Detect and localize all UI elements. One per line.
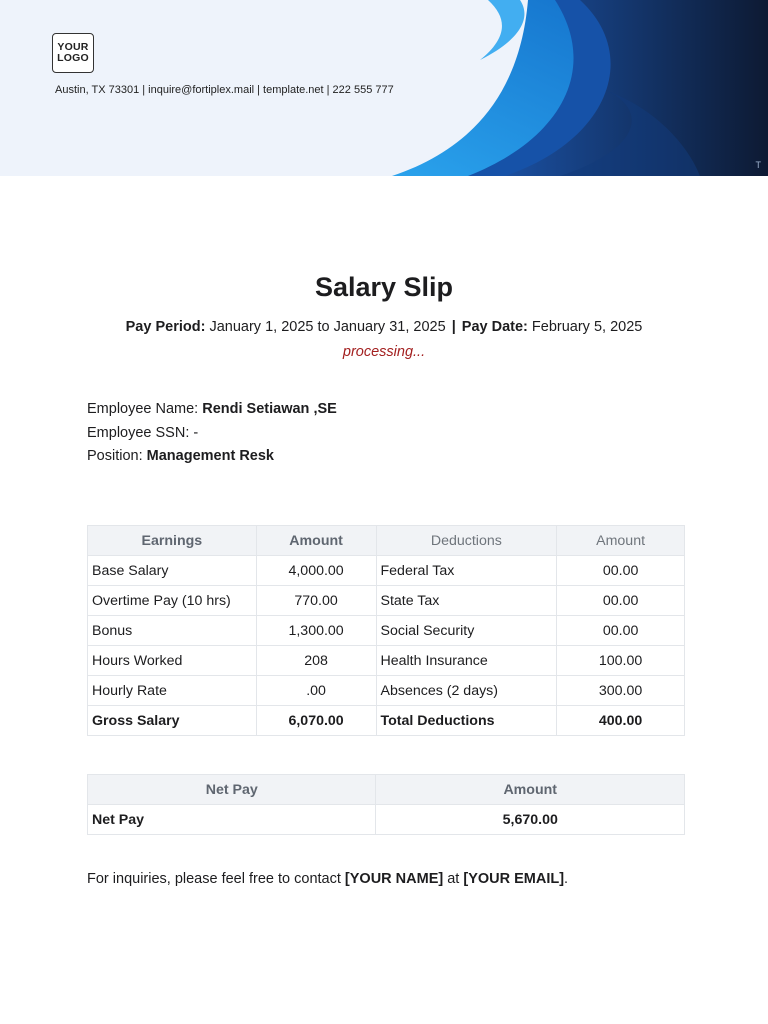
pay-period-line xyxy=(0,319,768,335)
employee-position-row xyxy=(87,445,337,469)
net-pay-header: Net Pay xyxy=(88,775,376,805)
pay-period-label: Pay Period: xyxy=(125,319,206,335)
employee-position-value: Management Resk xyxy=(146,448,274,464)
employee-position-label: Position: xyxy=(87,448,143,464)
deduction-label: Absences (2 days) xyxy=(376,676,557,706)
employee-ssn-value: - xyxy=(193,424,199,441)
employee-name-label: Employee Name: xyxy=(87,401,199,417)
deduction-amount: 300.00 xyxy=(557,676,685,706)
table-row xyxy=(88,616,685,646)
earnings-amount-header: Amount xyxy=(256,526,376,556)
inquiry-suffix: . xyxy=(564,871,569,887)
total-deductions-amount: 400.00 xyxy=(557,706,685,736)
inquiry-contact-email: [YOUR EMAIL] xyxy=(463,871,565,887)
pay-date-value: February 5, 2025 xyxy=(531,319,643,335)
earning-label: Base Salary xyxy=(88,556,257,586)
earning-amount: 770.00 xyxy=(256,586,376,616)
employee-name-value: Rendi Setiawan ,SE xyxy=(202,401,337,417)
deduction-amount: 00.00 xyxy=(557,616,685,646)
table-header-row xyxy=(88,526,685,556)
earnings-header: Earnings xyxy=(88,526,257,556)
earning-amount: 1,300.00 xyxy=(256,616,376,646)
earning-label: Hours Worked xyxy=(88,646,257,676)
company-contact-info: Austin, TX 73301 | inquire@fortiplex.mail | template.net | 222 555 777 xyxy=(55,84,394,96)
table-row xyxy=(88,556,685,586)
deduction-amount: 00.00 xyxy=(557,556,685,586)
table-row xyxy=(88,646,685,676)
earnings-deductions-table xyxy=(87,525,685,736)
gross-salary-label: Gross Salary xyxy=(88,706,257,736)
deduction-label: Social Security xyxy=(376,616,557,646)
deduction-label: Federal Tax xyxy=(376,556,557,586)
company-logo: YOUR LOGO xyxy=(52,33,94,73)
earning-amount: 208 xyxy=(256,646,376,676)
total-deductions-label: Total Deductions xyxy=(376,706,557,736)
inquiry-prefix: For inquiries, please feel free to contact xyxy=(87,871,341,887)
net-pay-header-row xyxy=(88,775,685,805)
deductions-header: Deductions xyxy=(376,526,557,556)
inquiry-contact-name: [YOUR NAME] xyxy=(344,871,444,887)
deduction-label: Health Insurance xyxy=(376,646,557,676)
deduction-label: State Tax xyxy=(376,586,557,616)
template-mark: T xyxy=(755,160,761,170)
deduction-amount: 100.00 xyxy=(557,646,685,676)
earning-label: Overtime Pay (10 hrs) xyxy=(88,586,257,616)
earning-label: Bonus xyxy=(88,616,257,646)
earning-amount: .00 xyxy=(256,676,376,706)
gross-salary-amount: 6,070.00 xyxy=(256,706,376,736)
pay-separator: | xyxy=(451,319,456,335)
pay-period-value: January 1, 2025 to January 31, 2025 xyxy=(209,319,446,335)
net-pay-amount-header: Amount xyxy=(376,775,685,805)
net-pay-row xyxy=(88,805,685,835)
deduction-amount: 00.00 xyxy=(557,586,685,616)
deductions-amount-header: Amount xyxy=(557,526,685,556)
employee-ssn-row xyxy=(87,422,337,446)
net-pay-table xyxy=(87,774,685,835)
totals-row xyxy=(88,706,685,736)
earning-label: Hourly Rate xyxy=(88,676,257,706)
employee-name-row xyxy=(87,398,337,422)
employee-ssn-label: Employee SSN: xyxy=(87,424,190,441)
table-row xyxy=(88,676,685,706)
inquiry-note xyxy=(87,871,568,887)
page-title: Salary Slip xyxy=(314,272,454,302)
net-pay-label: Net Pay xyxy=(88,805,376,835)
earning-amount: 4,000.00 xyxy=(256,556,376,586)
employee-info xyxy=(87,398,337,469)
net-pay-amount: 5,670.00 xyxy=(376,805,685,835)
inquiry-middle: at xyxy=(447,871,460,887)
header-banner xyxy=(0,0,768,176)
table-row xyxy=(88,586,685,616)
pay-date-label: Pay Date: xyxy=(461,319,528,335)
status-text: processing... xyxy=(342,344,426,360)
